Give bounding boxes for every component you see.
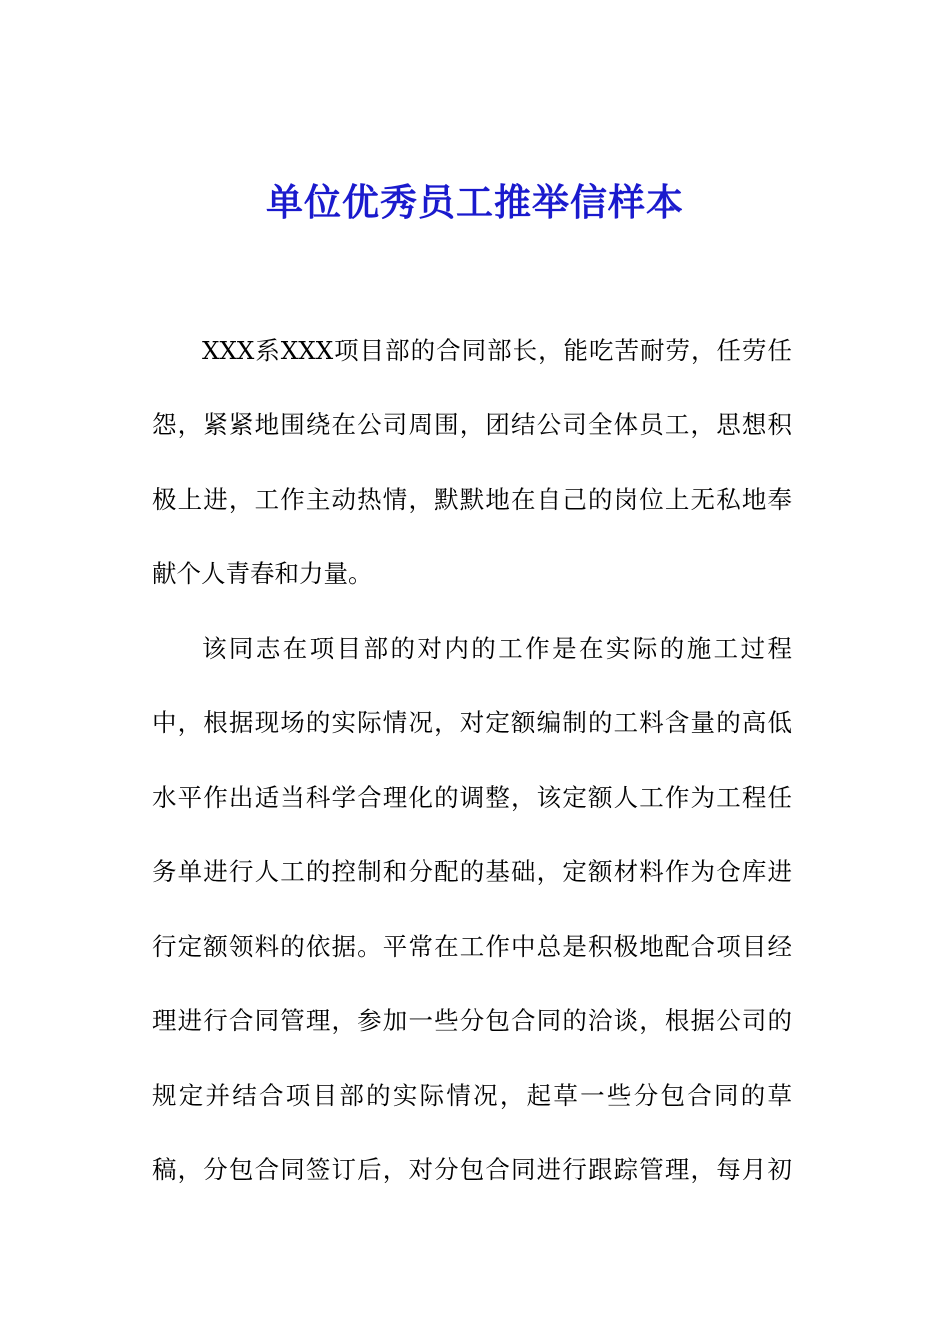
paragraph-line: 务单进行人工的控制和分配的基础，定额材料作为仓库进	[152, 857, 792, 886]
paragraph-line: 规定并结合项目部的实际情况，起草一些分包合同的草	[152, 1081, 792, 1110]
paragraph-line: 稿，分包合同签订后，对分包合同进行跟踪管理，每月初	[152, 1155, 792, 1184]
paragraph-line: 极上进，工作主动热情，默默地在自己的岗位上无私地奉	[152, 485, 792, 514]
paragraph-line: 怨，紧紧地围绕在公司周围，团结公司全体员工，思想积	[152, 410, 792, 439]
paragraph-line: 理进行合同管理，参加一些分包合同的洽谈，根据公司的	[152, 1006, 792, 1035]
paragraph-line: 行定额领料的依据。平常在工作中总是积极地配合项目经	[152, 932, 792, 961]
paragraph-line: 中，根据现场的实际情况，对定额编制的工料含量的高低	[152, 708, 792, 737]
paragraph-line: 水平作出适当科学合理化的调整，该定额人工作为工程任	[152, 783, 792, 812]
paragraph-line: 该同志在项目部的对内的工作是在实际的施工过程	[202, 634, 792, 663]
paragraph-line: XXX系XXX项目部的合同部长，能吃苦耐劳，任劳任	[202, 336, 792, 365]
document-title: 单位优秀员工推举信样本	[266, 181, 684, 224]
paragraph-line: 献个人青春和力量。	[152, 559, 373, 588]
